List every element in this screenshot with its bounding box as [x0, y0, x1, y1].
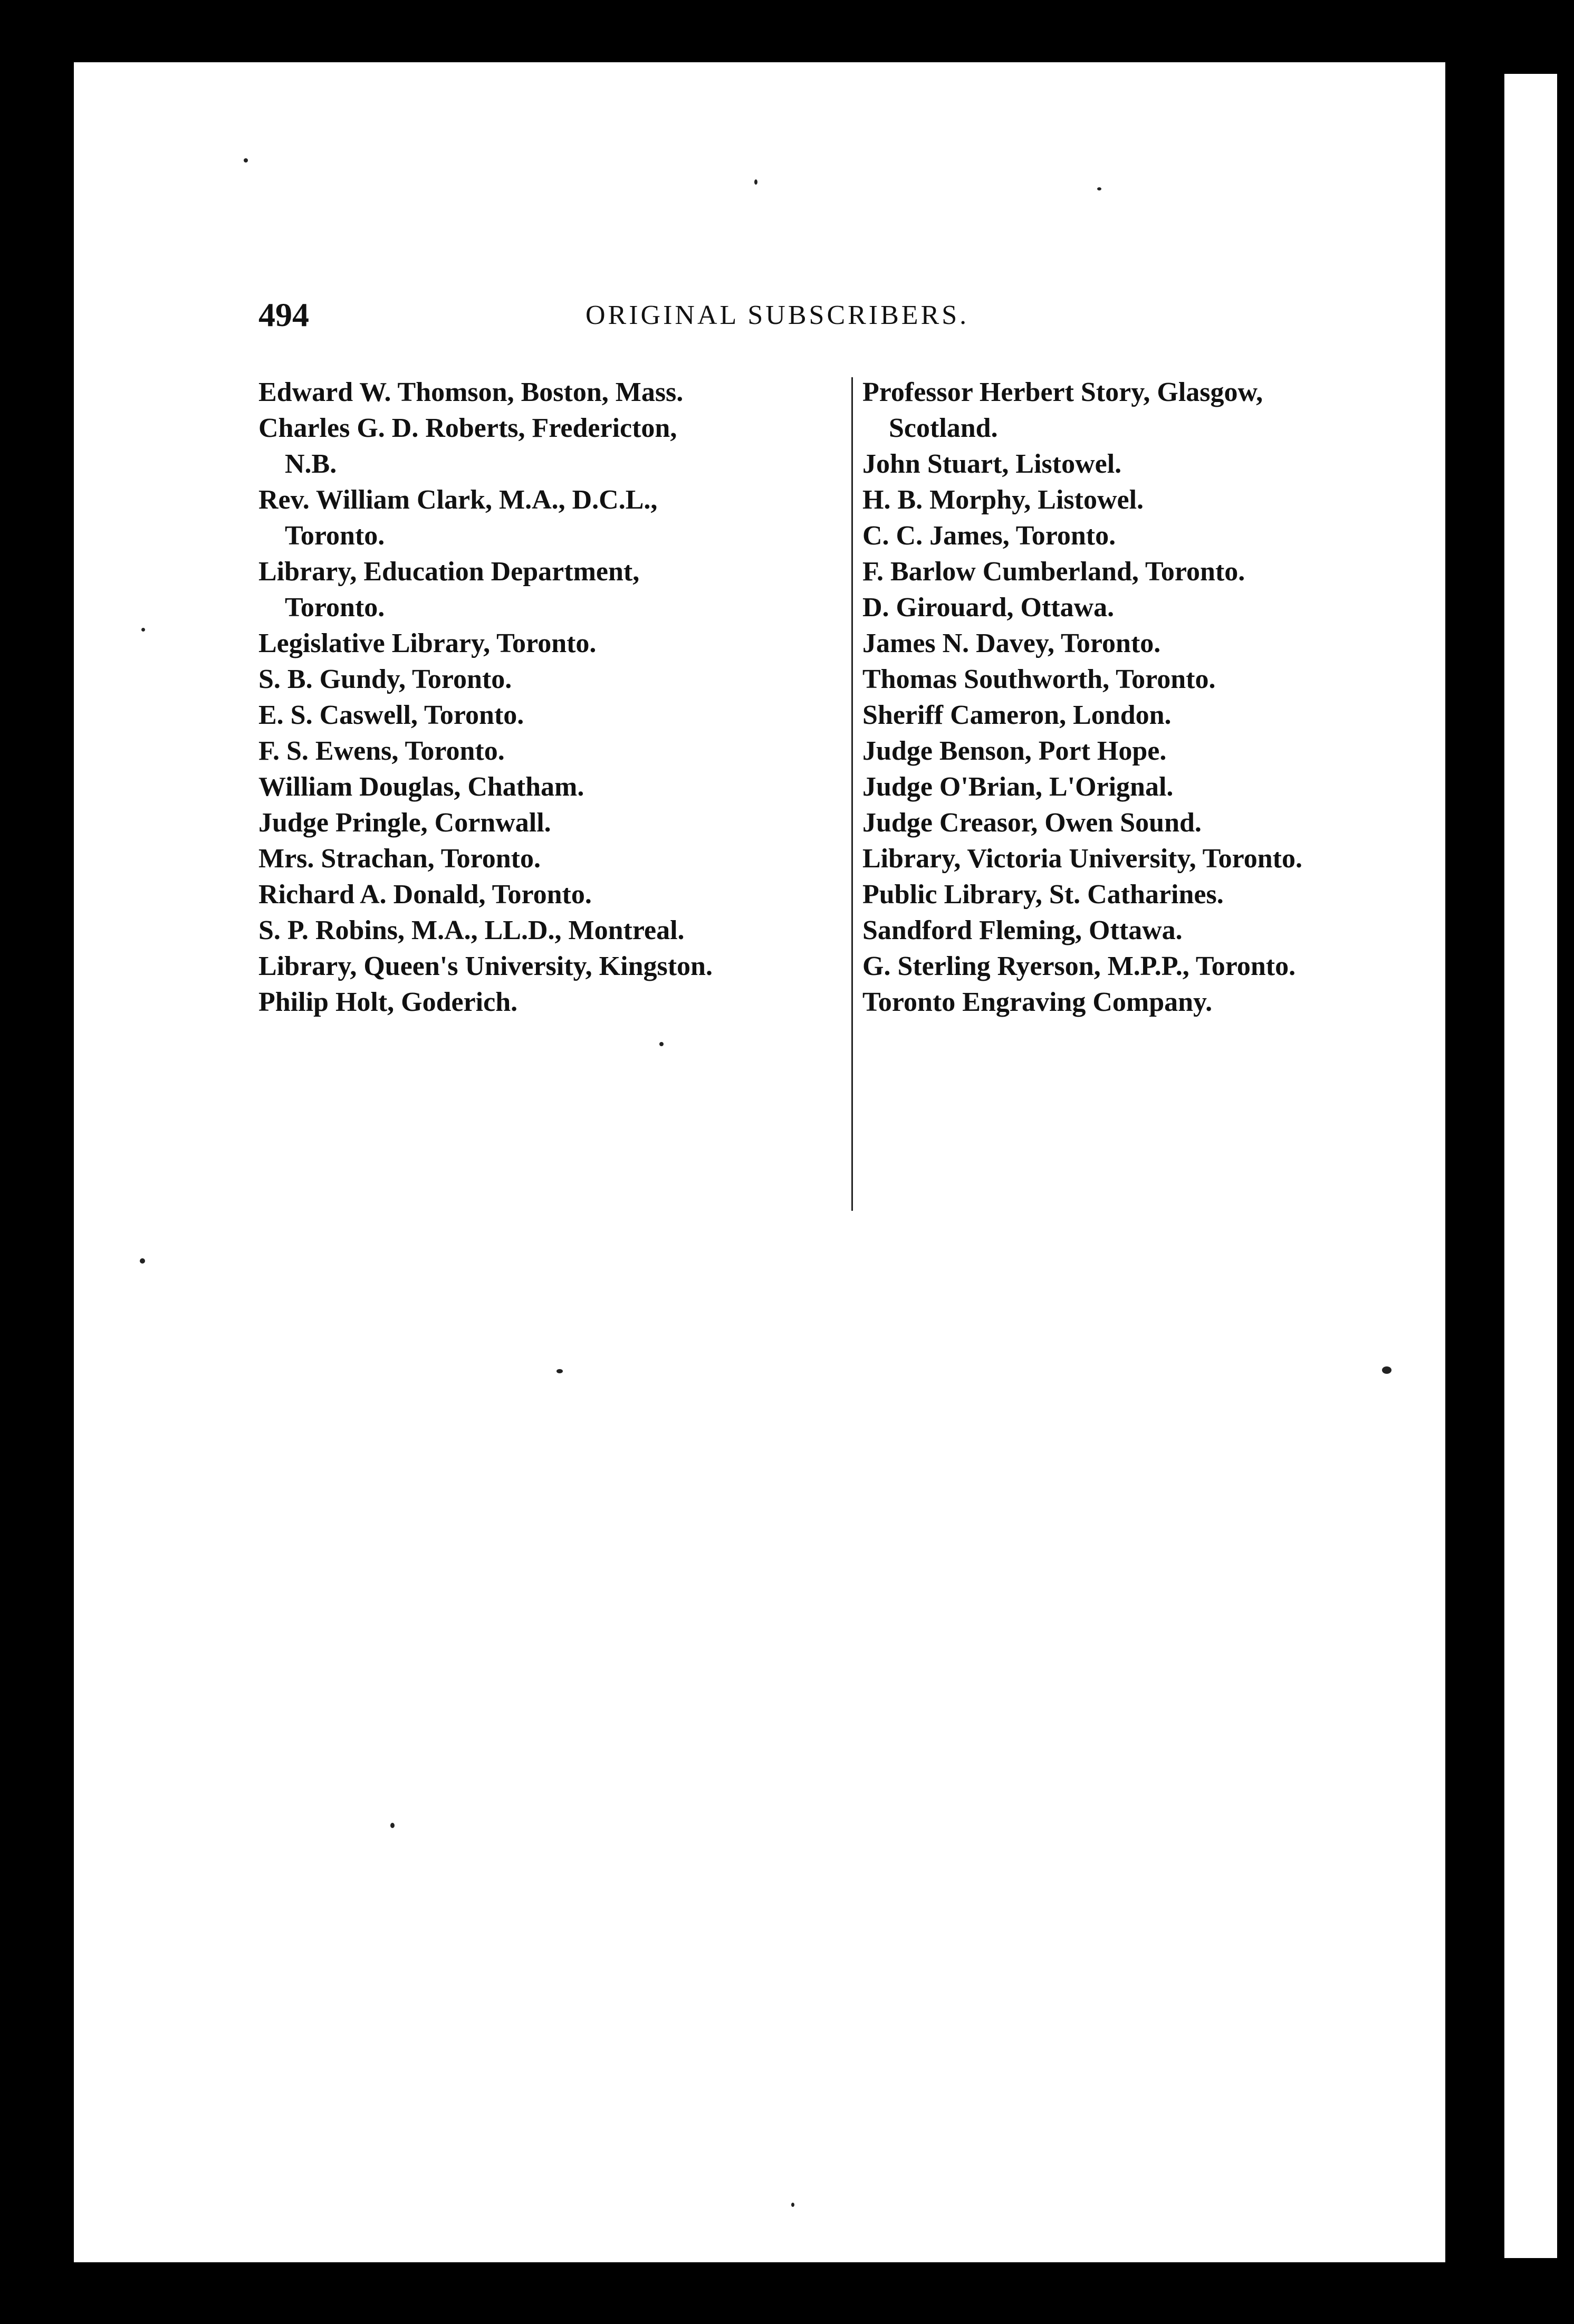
scan-speck [754, 179, 757, 185]
list-item: Edward W. Thomson, Boston, Mass. [258, 377, 684, 407]
list-item: Library, Queen's University, Kingston. [258, 951, 713, 981]
list-item: Judge Creasor, Owen Sound. [862, 808, 1202, 838]
list-item: Library, Victoria University, Toronto. [862, 844, 1302, 874]
list-item: F. Barlow Cumberland, Toronto. [862, 557, 1245, 587]
list-item: Charles G. D. Roberts, Fredericton, [258, 413, 677, 443]
list-item: William Douglas, Chatham. [258, 772, 584, 802]
list-item: Legislative Library, Toronto. [258, 628, 597, 658]
list-item: S. B. Gundy, Toronto. [258, 664, 512, 694]
list-item-continuation: Toronto. [285, 521, 385, 551]
page-edge-strip [1504, 74, 1557, 2258]
scan-speck [141, 628, 145, 632]
list-item: Library, Education Department, [258, 557, 640, 587]
list-item: Mrs. Strachan, Toronto. [258, 844, 541, 874]
list-item: Sandford Fleming, Ottawa. [862, 915, 1183, 945]
scan-speck [1382, 1366, 1391, 1374]
list-item: Public Library, St. Catharines. [862, 879, 1224, 910]
list-item: Rev. William Clark, M.A., D.C.L., [258, 485, 658, 515]
list-item: Judge O'Brian, L'Orignal. [862, 772, 1174, 802]
list-item: Judge Pringle, Cornwall. [258, 808, 551, 838]
list-item: Professor Herbert Story, Glasgow, [862, 377, 1263, 407]
list-item: C. C. James, Toronto. [862, 521, 1116, 551]
page-number: 494 [258, 296, 309, 333]
scan-speck [556, 1369, 563, 1373]
list-item: D. Girouard, Ottawa. [862, 592, 1115, 623]
list-item: Thomas Southworth, Toronto. [862, 664, 1216, 694]
list-item: Toronto Engraving Company. [862, 987, 1213, 1017]
list-item: James N. Davey, Toronto. [862, 628, 1161, 658]
list-item-continuation: Toronto. [285, 592, 385, 623]
list-item: H. B. Morphy, Listowel. [862, 485, 1144, 515]
scan-speck [140, 1258, 145, 1264]
running-head [0, 295, 1574, 343]
scan-speck [1097, 187, 1101, 190]
scan-speck [244, 158, 248, 162]
list-item-continuation: N.B. [285, 449, 337, 479]
list-item: Richard A. Donald, Toronto. [258, 879, 592, 910]
list-item: John Stuart, Listowel. [862, 449, 1122, 479]
list-item: F. S. Ewens, Toronto. [258, 736, 505, 766]
scan-speck [390, 1823, 395, 1828]
list-item: Philip Holt, Goderich. [258, 987, 518, 1017]
list-item: Judge Benson, Port Hope. [862, 736, 1167, 766]
column-divider [851, 377, 853, 1211]
page-title: ORIGINAL SUBSCRIBERS. [586, 300, 970, 330]
scan-speck [659, 1042, 664, 1046]
subscriber-list-right [862, 375, 1406, 1020]
list-item: Sheriff Cameron, London. [862, 700, 1172, 730]
list-item: S. P. Robins, M.A., LL.D., Montreal. [258, 915, 685, 945]
list-item: E. S. Caswell, Toronto. [258, 700, 524, 730]
list-item: G. Sterling Ryerson, M.P.P., Toronto. [862, 951, 1296, 981]
scan-speck [791, 2203, 794, 2207]
subscriber-list-left [258, 375, 844, 1020]
list-item-continuation: Scotland. [889, 413, 998, 443]
